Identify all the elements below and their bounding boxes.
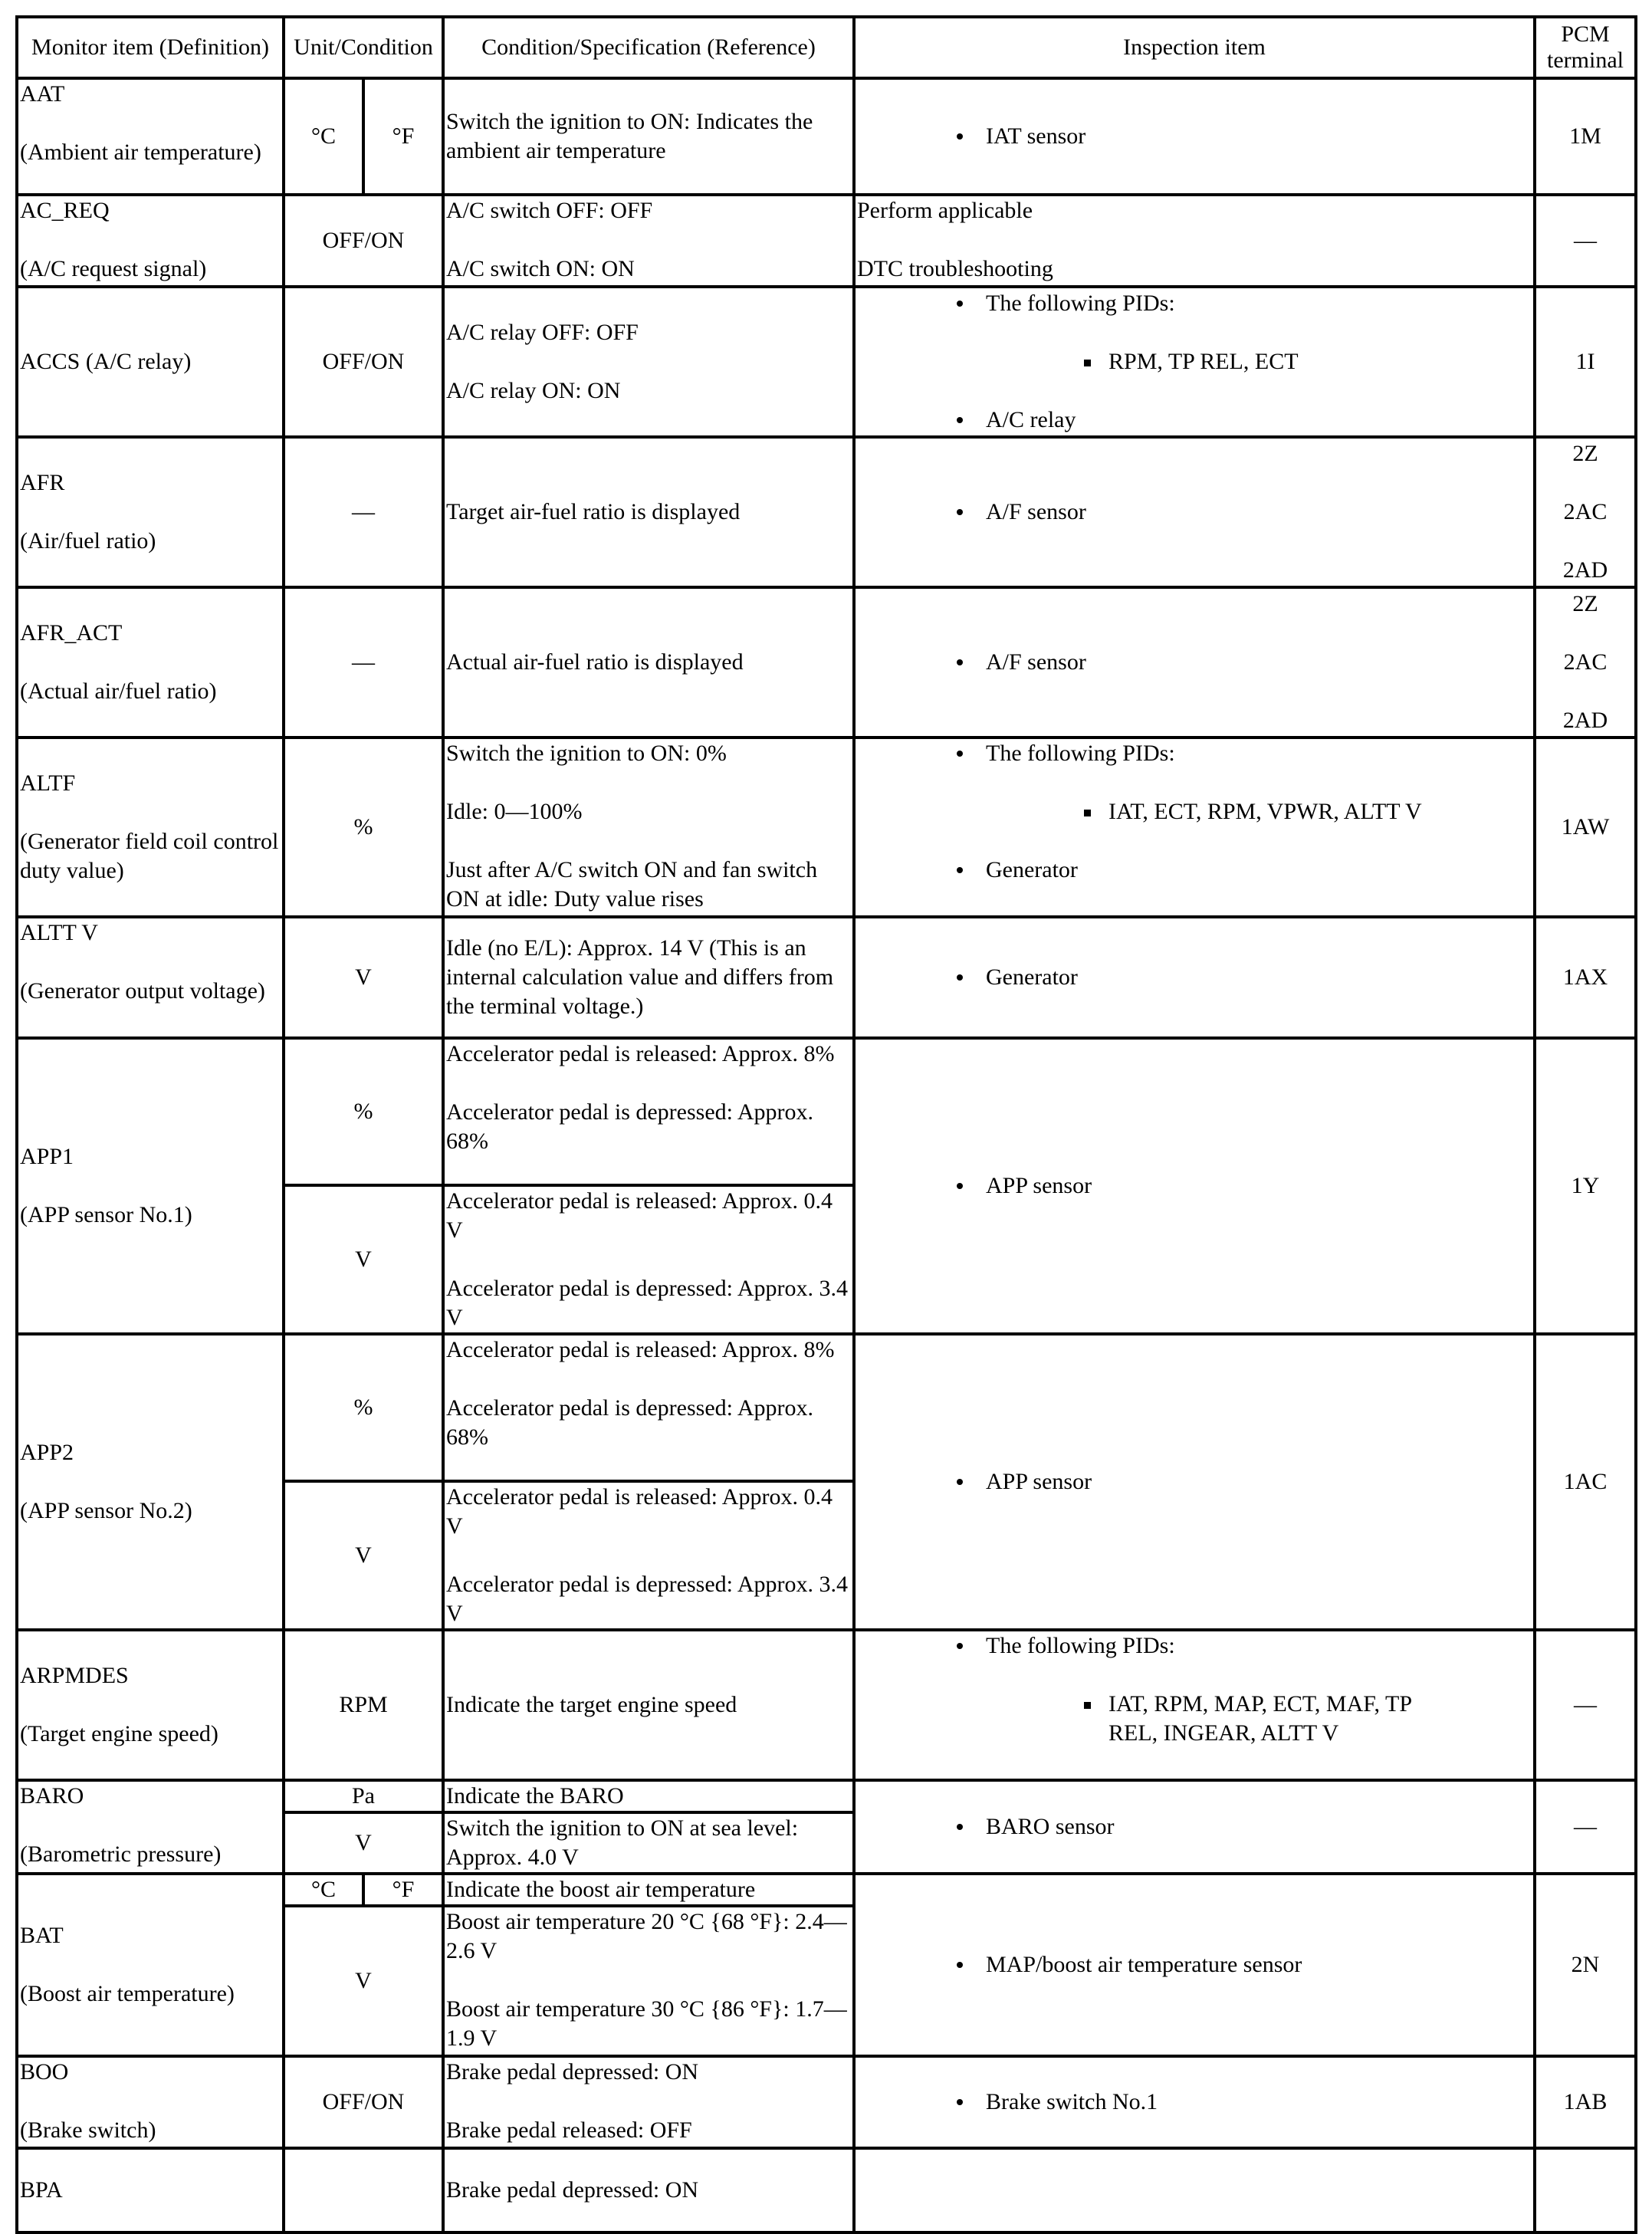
- pcm-terminal: —: [1535, 1780, 1636, 1874]
- condition-line: A/C switch OFF: OFF: [446, 198, 653, 223]
- monitor-name: ACCS (A/C relay): [20, 349, 192, 374]
- monitor-cell: [17, 1780, 284, 1874]
- monitor-definition: (Ambient air temperature): [20, 140, 261, 165]
- monitor-cell: [17, 587, 284, 738]
- condition-cell: [443, 195, 854, 287]
- pcm-terminal: 2AD: [1562, 557, 1608, 583]
- monitor-item-table-page: [15, 15, 1634, 2234]
- condition-cell: Indicate the BARO: [443, 1780, 854, 1812]
- inspection-text: The following PIDs:: [986, 291, 1175, 316]
- condition-line: Boost air temperature 20 °C {68 °F}: 2.4—2.6 V: [446, 1909, 847, 1963]
- header-inspection-item: Inspection item: [854, 17, 1535, 78]
- condition-line: Accelerator pedal is released: Approx. 0.4 V: [446, 1484, 833, 1539]
- pcm-terminal: 1AX: [1535, 917, 1636, 1038]
- monitor-name: ARPMDES: [20, 1663, 129, 1688]
- pcm-terminal: 1M: [1535, 78, 1636, 195]
- header-unit-condition: Unit/Condition: [284, 17, 443, 78]
- monitor-cell: [17, 2056, 284, 2148]
- monitor-name: AFR_ACT: [20, 620, 123, 646]
- unit-cell: V: [284, 1906, 443, 2056]
- condition-cell: Switch the ignition to ON at sea level: Approx. 4.0 V: [443, 1812, 854, 1874]
- header-pcm-terminal: PCM terminal: [1535, 17, 1636, 78]
- inspection-bullet: BARO sensor: [857, 1812, 1532, 1841]
- inspection-cell: [854, 1874, 1535, 2056]
- monitor-definition: (Generator field coil control duty value): [20, 829, 279, 883]
- inspection-bullet: Generator: [857, 963, 1532, 992]
- condition-line: A/C switch ON: ON: [446, 256, 635, 281]
- condition-line: Accelerator pedal is released: Approx. 8%: [446, 1041, 835, 1066]
- inspection-cell: [854, 1038, 1535, 1334]
- condition-cell: [443, 1038, 854, 1185]
- inspection-bullet: Brake switch No.1: [857, 2088, 1532, 2117]
- inspection-cell: [854, 1334, 1535, 1630]
- monitor-name: BAT: [20, 1923, 64, 1948]
- monitor-definition: (APP sensor No.1): [20, 1202, 192, 1227]
- condition-cell: Idle (no E/L): Approx. 14 V (This is an internal calculation value and differs from the terminal voltage.): [443, 917, 854, 1038]
- inspection-bullet: MAP/boost air temperature sensor: [857, 1950, 1532, 1979]
- monitor-definition: (A/C request signal): [20, 256, 207, 281]
- pcm-terminal: 1AC: [1535, 1334, 1636, 1630]
- inspection-cell: [854, 2056, 1535, 2148]
- condition-line: Idle: 0—100%: [446, 799, 583, 824]
- table-row-bat-temp: [17, 1874, 1636, 1906]
- pcm-terminal: 2AC: [1563, 499, 1608, 524]
- table-row-accs: [17, 287, 1636, 437]
- unit-cell: —: [284, 437, 443, 587]
- inspection-bullet: APP sensor: [857, 1171, 1532, 1201]
- pcm-terminal: —: [1535, 1630, 1636, 1780]
- inspection-cell: [854, 2148, 1535, 2232]
- pcm-terminal: 1AW: [1535, 738, 1636, 917]
- unit-cell: V: [284, 1185, 443, 1334]
- condition-cell: Actual air-fuel ratio is displayed: [443, 587, 854, 738]
- table-row-afr: [17, 437, 1636, 587]
- condition-cell: [443, 738, 854, 917]
- condition-line: Accelerator pedal is depressed: Approx. 3.4 V: [446, 1572, 848, 1626]
- monitor-name: ALTF: [20, 770, 76, 796]
- inspection-cell: [854, 1780, 1535, 1874]
- monitor-name: APP2: [20, 1440, 74, 1465]
- monitor-cell: [17, 437, 284, 587]
- inspection-bullet: A/C relay: [857, 406, 1532, 435]
- pcm-terminal: 2AD: [1562, 708, 1608, 733]
- condition-cell: [443, 1334, 854, 1481]
- monitor-name: AC_REQ: [20, 198, 110, 223]
- monitor-cell: [17, 1038, 284, 1334]
- table-row-ac-req: [17, 195, 1636, 287]
- condition-cell: [443, 2056, 854, 2148]
- table-row-bpa: [17, 2148, 1636, 2232]
- table-row-baro-pa: [17, 1780, 1636, 1812]
- monitor-cell: [17, 287, 284, 437]
- monitor-definition: (Brake switch): [20, 2117, 156, 2143]
- inspection-cell: [854, 287, 1535, 437]
- unit-cell: —: [284, 587, 443, 738]
- monitor-item-table: [15, 15, 1637, 2234]
- condition-cell: Switch the ignition to ON: Indicates the ambient air temperature: [443, 78, 854, 195]
- pcm-terminal: 2AC: [1563, 649, 1608, 675]
- condition-cell: Target air-fuel ratio is displayed: [443, 437, 854, 587]
- unit-cell: OFF/ON: [284, 2056, 443, 2148]
- inspection-text: The following PIDs:: [986, 1633, 1175, 1658]
- pcm-terminal: 2Z: [1572, 441, 1598, 466]
- condition-line: Accelerator pedal is released: Approx. 8%: [446, 1337, 835, 1362]
- table-row-afr-act: [17, 587, 1636, 738]
- monitor-cell: [17, 738, 284, 917]
- inspection-sub-bullet: IAT, RPM, MAP, ECT, MAF, TP REL, INGEAR, ALTT V: [857, 1690, 1532, 1748]
- table-header-row: [17, 17, 1636, 78]
- monitor-definition: (APP sensor No.2): [20, 1498, 192, 1523]
- monitor-name: AAT: [20, 81, 65, 107]
- inspection-cell: [854, 195, 1535, 287]
- monitor-name: APP1: [20, 1144, 74, 1169]
- condition-line: Switch the ignition to ON: 0%: [446, 741, 727, 766]
- inspection-line: DTC troubleshooting: [857, 256, 1053, 281]
- unit-fahrenheit: °F: [363, 1874, 443, 1906]
- unit-celsius: °C: [284, 1874, 363, 1906]
- condition-line: A/C relay OFF: OFF: [446, 320, 639, 345]
- monitor-cell: [17, 2148, 284, 2232]
- table-row-aat: [17, 78, 1636, 195]
- unit-cell: V: [284, 1481, 443, 1630]
- unit-cell: %: [284, 1334, 443, 1481]
- monitor-cell: [17, 78, 284, 195]
- inspection-line: Perform applicable: [857, 198, 1033, 223]
- monitor-name: AFR: [20, 470, 65, 495]
- unit-cell: OFF/ON: [284, 195, 443, 287]
- table-row-altf: [17, 738, 1636, 917]
- monitor-cell: [17, 195, 284, 287]
- inspection-bullet: IAT sensor: [857, 122, 1532, 151]
- unit-cell: V: [284, 1812, 443, 1874]
- condition-line: A/C relay ON: ON: [446, 378, 621, 403]
- pcm-terminal: [1535, 2148, 1636, 2232]
- monitor-cell: [17, 1874, 284, 2056]
- monitor-definition: (Boost air temperature): [20, 1981, 235, 2006]
- condition-cell: [443, 1185, 854, 1334]
- condition-line: Accelerator pedal is depressed: Approx. 68%: [446, 1395, 813, 1450]
- inspection-sub-bullet: RPM, TP REL, ECT: [857, 347, 1532, 376]
- condition-line: Accelerator pedal is depressed: Approx. 68%: [446, 1099, 813, 1154]
- unit-cell: V: [284, 917, 443, 1038]
- unit-cell: [284, 2148, 443, 2232]
- monitor-definition: (Actual air/fuel ratio): [20, 678, 217, 704]
- inspection-sub-bullet: IAT, ECT, RPM, VPWR, ALTT V: [857, 797, 1532, 826]
- unit-cell: RPM: [284, 1630, 443, 1780]
- inspection-bullet: A/F sensor: [857, 498, 1532, 527]
- inspection-bullet: A/F sensor: [857, 648, 1532, 677]
- pcm-terminal: 1AB: [1535, 2056, 1636, 2148]
- condition-cell: Indicate the boost air temperature: [443, 1874, 854, 1906]
- table-row-app1-percent: [17, 1038, 1636, 1185]
- pcm-terminal: 2N: [1535, 1874, 1636, 2056]
- monitor-definition: (Barometric pressure): [20, 1841, 222, 1867]
- inspection-bullet: Generator: [857, 856, 1532, 885]
- inspection-cell: [854, 78, 1535, 195]
- condition-line: Boost air temperature 30 °C {86 °F}: 1.7—1.9 V: [446, 1996, 847, 2051]
- unit-celsius: °C: [284, 78, 363, 195]
- header-condition-specification: Condition/Specification (Reference): [443, 17, 854, 78]
- unit-cell: OFF/ON: [284, 287, 443, 437]
- inspection-bullet: [857, 739, 1532, 826]
- table-row-boo: [17, 2056, 1636, 2148]
- monitor-cell: [17, 1630, 284, 1780]
- condition-line: Accelerator pedal is released: Approx. 0.4 V: [446, 1188, 833, 1243]
- inspection-cell: [854, 1630, 1535, 1780]
- monitor-definition: (Generator output voltage): [20, 978, 265, 1004]
- condition-line: Brake pedal depressed: ON: [446, 2059, 699, 2085]
- condition-cell: Indicate the target engine speed: [443, 1630, 854, 1780]
- condition-cell: Brake pedal depressed: ON: [443, 2148, 854, 2232]
- header-monitor-item: Monitor item (Definition): [17, 17, 284, 78]
- unit-fahrenheit: °F: [363, 78, 443, 195]
- monitor-definition: (Target engine speed): [20, 1721, 218, 1746]
- monitor-name: BPA: [20, 2177, 63, 2203]
- inspection-cell: [854, 738, 1535, 917]
- table-row-arpmdes: [17, 1630, 1636, 1780]
- monitor-name: BARO: [20, 1783, 84, 1809]
- monitor-definition: (Air/fuel ratio): [20, 528, 156, 554]
- inspection-cell: [854, 917, 1535, 1038]
- table-row-altt-v: [17, 917, 1636, 1038]
- monitor-name: BOO: [20, 2059, 69, 2085]
- condition-line: Brake pedal released: OFF: [446, 2117, 692, 2143]
- pcm-terminal-cell: [1535, 587, 1636, 738]
- pcm-terminal-cell: [1535, 437, 1636, 587]
- inspection-bullet: APP sensor: [857, 1467, 1532, 1496]
- unit-cell: %: [284, 738, 443, 917]
- inspection-text: The following PIDs:: [986, 741, 1175, 766]
- unit-cell: Pa: [284, 1780, 443, 1812]
- inspection-bullet: [857, 1631, 1532, 1748]
- pcm-terminal: 1Y: [1535, 1038, 1636, 1334]
- inspection-cell: [854, 587, 1535, 738]
- condition-line: Accelerator pedal is depressed: Approx. 3.4 V: [446, 1276, 848, 1330]
- condition-cell: [443, 1481, 854, 1630]
- pcm-terminal: —: [1535, 195, 1636, 287]
- inspection-cell: [854, 437, 1535, 587]
- pcm-terminal: 2Z: [1572, 591, 1598, 616]
- monitor-name: ALTT V: [20, 920, 98, 945]
- table-row-app2-percent: [17, 1334, 1636, 1481]
- pcm-terminal: 1I: [1535, 287, 1636, 437]
- inspection-bullet: [857, 289, 1532, 376]
- condition-cell: [443, 287, 854, 437]
- monitor-cell: [17, 1334, 284, 1630]
- monitor-cell: [17, 917, 284, 1038]
- condition-line: Just after A/C switch ON and fan switch ON at idle: Duty value rises: [446, 857, 818, 912]
- condition-cell: [443, 1906, 854, 2056]
- unit-cell: %: [284, 1038, 443, 1185]
